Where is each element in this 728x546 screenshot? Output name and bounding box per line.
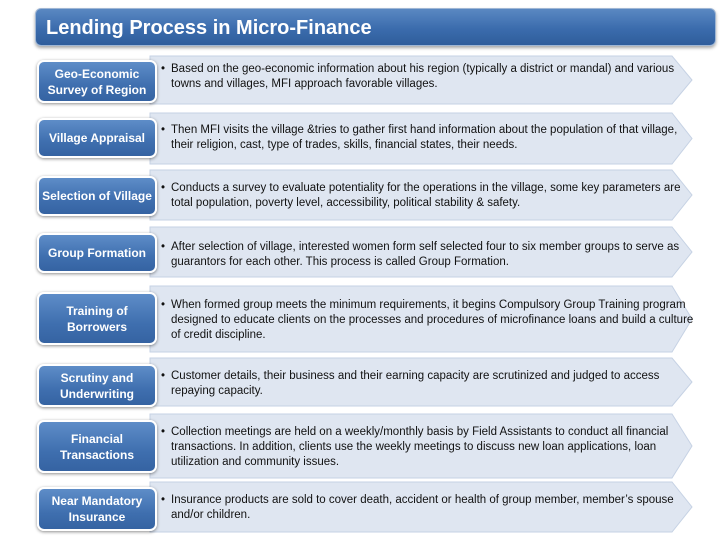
step-label-box xyxy=(37,60,157,103)
bullet-icon: • xyxy=(161,370,166,382)
step-description xyxy=(161,62,701,92)
step-label-box xyxy=(37,118,157,158)
step-label: Training of Borrowers xyxy=(66,303,128,334)
step-label: Village Appraisal xyxy=(48,131,146,145)
step-text: Customer details, their business and their earning capacity are scrutinized and judged to access repaying capacity. xyxy=(171,370,660,397)
step-text: Insurance products are sold to cover death, accident or health of group member, member’s spouse and/or children. xyxy=(171,494,674,521)
step-label: Financial Transactions xyxy=(59,431,135,462)
step-label-box xyxy=(37,420,157,473)
step-label: Group Formation xyxy=(48,246,146,260)
step-text: After selection of village, interested women form self selected four to six member groups to serve as guarantors for each other. This process is called Group Formation. xyxy=(171,241,680,268)
step-label: Geo-Economic Survey of Region xyxy=(47,66,147,97)
step-description xyxy=(161,123,701,153)
step-text: Then MFI visits the village &tries to gather first hand information about the population of that village, their religion, cast, type of trades, skills, financial states, their needs. xyxy=(171,124,678,151)
step-text: When formed group meets the minimum requirements, it begins Compulsory Group Training program designed to educate clients on the processes and procedures of microfinance loans and build a culture of credit discipline. xyxy=(171,299,694,341)
step-label-box xyxy=(37,487,157,531)
step-description xyxy=(161,240,701,270)
step-description xyxy=(161,369,701,399)
step-label-box xyxy=(37,364,157,407)
bullet-icon: • xyxy=(161,124,166,136)
bullet-icon: • xyxy=(161,426,166,438)
bullet-icon: • xyxy=(161,494,166,506)
step-label-box xyxy=(37,233,157,273)
step-description xyxy=(161,493,701,523)
step-description xyxy=(161,425,701,470)
bullet-icon: • xyxy=(161,299,166,311)
step-text: Conducts a survey to evaluate potentiality for the operations in the village, some key parameters are total population, poverty level, accessibility, political stability & safety. xyxy=(171,182,681,209)
step-text: Based on the geo-economic information about his region (typically a district or mandal) and various towns and villages, MFI approach favorable villages. xyxy=(171,63,675,90)
step-text: Collection meetings are held on a weekly/monthly basis by Field Assistants to conduct all financial transactions. In addition, clients use the weekly meetings to discuss new loan applications, loan utilization and community issues. xyxy=(171,426,669,468)
step-label: Near Mandatory Insurance xyxy=(51,494,143,524)
step-label: Scrutiny and Underwriting xyxy=(60,370,134,401)
slide-title: Lending Process in Micro-Finance xyxy=(35,8,716,46)
step-label-box xyxy=(37,292,157,345)
step-label: Selection of Village xyxy=(42,189,152,203)
bullet-icon: • xyxy=(161,241,166,253)
step-description xyxy=(161,298,701,343)
step-description xyxy=(161,181,701,211)
step-label-box xyxy=(37,176,157,216)
bullet-icon: • xyxy=(161,63,166,75)
bullet-icon: • xyxy=(161,182,166,194)
